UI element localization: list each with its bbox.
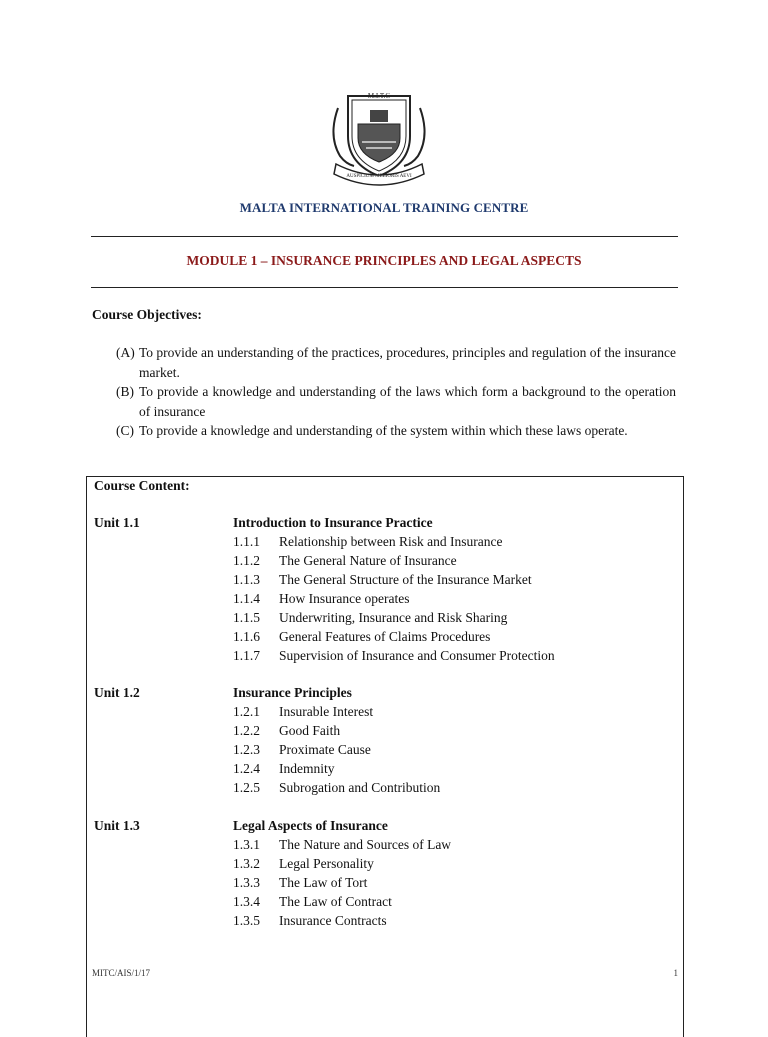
topic-number: 1.1.3	[233, 572, 260, 587]
unit-topic	[94, 627, 674, 646]
topic-text: Proximate Cause	[279, 742, 371, 757]
unit-title: Legal Aspects of Insurance	[233, 818, 388, 833]
unit-title: Introduction to Insurance Practice	[233, 515, 433, 530]
topic-number: 1.3.5	[233, 913, 260, 928]
topic-text: Underwriting, Insurance and Risk Sharing	[279, 610, 508, 625]
topic-text: How Insurance operates	[279, 591, 410, 606]
unit-topic	[94, 854, 674, 873]
topic-text: General Features of Claims Procedures	[279, 629, 491, 644]
objective-letter: (B)	[116, 384, 134, 399]
topic-number: 1.3.4	[233, 894, 260, 909]
objective-item	[116, 421, 676, 441]
topic-number: 1.1.1	[233, 534, 260, 549]
page-number: 1	[673, 968, 678, 978]
unit-topic	[94, 551, 674, 570]
unit-block	[94, 816, 674, 930]
topic-text: The Law of Tort	[279, 875, 368, 890]
logo-text-top: M.I.T.C	[367, 92, 391, 100]
module-title: MODULE 1 – INSURANCE PRINCIPLES AND LEGAL ASPECTS	[186, 253, 582, 268]
topic-number: 1.2.1	[233, 704, 260, 719]
unit-topic	[94, 532, 674, 551]
unit-topic	[94, 911, 674, 930]
topic-number: 1.3.3	[233, 875, 260, 890]
topic-number: 1.1.4	[233, 591, 260, 606]
unit-label: Unit 1.1	[94, 515, 140, 530]
topic-text: The Law of Contract	[279, 894, 392, 909]
unit-topic	[94, 570, 674, 589]
topic-number: 1.2.5	[233, 780, 260, 795]
unit-block	[94, 683, 674, 797]
objective-text: To provide an understanding of the practices, procedures, principles and regulation of the insurance market.	[139, 345, 676, 380]
topic-number: 1.1.5	[233, 610, 260, 625]
footer-reference: MITC/AIS/1/17	[92, 968, 151, 978]
unit-topic	[94, 892, 674, 911]
topic-number: 1.3.1	[233, 837, 260, 852]
course-content-box	[86, 476, 684, 1037]
unit-label: Unit 1.3	[94, 818, 140, 833]
topic-number: 1.2.2	[233, 723, 260, 738]
content-heading: Course Content:	[94, 478, 190, 493]
objective-text: To provide a knowledge and understanding of the laws which form a background to the operation of insurance	[139, 384, 676, 419]
unit-label: Unit 1.2	[94, 685, 140, 700]
topic-number: 1.3.2	[233, 856, 260, 871]
unit-topic	[94, 646, 674, 665]
unit-topic	[94, 608, 674, 627]
divider-top	[91, 236, 678, 237]
topic-number: 1.2.4	[233, 761, 260, 776]
mitc-crest-icon	[318, 86, 440, 186]
unit-topic	[94, 778, 674, 797]
topic-text: Insurable Interest	[279, 704, 374, 719]
topic-number: 1.2.3	[233, 742, 260, 757]
unit-block	[94, 513, 674, 665]
topic-text: The General Structure of the Insurance Market	[279, 572, 532, 587]
objectives-list	[116, 343, 676, 441]
topic-number: 1.1.7	[233, 648, 260, 663]
topic-text: Insurance Contracts	[279, 913, 387, 928]
topic-number: 1.1.2	[233, 553, 260, 568]
topic-text: Good Faith	[279, 723, 341, 738]
topic-text: The Nature and Sources of Law	[279, 837, 452, 852]
objectives-heading: Course Objectives:	[92, 307, 202, 322]
objective-letter: (A)	[116, 345, 135, 360]
objective-item	[116, 382, 676, 421]
organisation-title: MALTA INTERNATIONAL TRAINING CENTRE	[239, 200, 529, 215]
unit-title: Insurance Principles	[233, 685, 352, 700]
objective-text: To provide a knowledge and understanding of the system within which these laws operate.	[139, 423, 628, 438]
logo-motto: AUSPICIUM MELIORIS AEVI	[346, 174, 412, 179]
unit-topic	[94, 740, 674, 759]
unit-topic	[94, 835, 674, 854]
unit-topic	[94, 759, 674, 778]
objective-item	[116, 343, 676, 382]
topic-text: Legal Personality	[279, 856, 374, 871]
unit-topic	[94, 873, 674, 892]
unit-topic	[94, 721, 674, 740]
objective-letter: (C)	[116, 423, 134, 438]
unit-topic	[94, 702, 674, 721]
topic-text: Subrogation and Contribution	[279, 780, 441, 795]
topic-text: Relationship between Risk and Insurance	[279, 534, 503, 549]
topic-text: Indemnity	[279, 761, 335, 776]
unit-topic	[94, 589, 674, 608]
topic-text: Supervision of Insurance and Consumer Protection	[279, 648, 555, 663]
topic-number: 1.1.6	[233, 629, 260, 644]
divider-bottom	[91, 287, 678, 288]
topic-text: The General Nature of Insurance	[279, 553, 457, 568]
